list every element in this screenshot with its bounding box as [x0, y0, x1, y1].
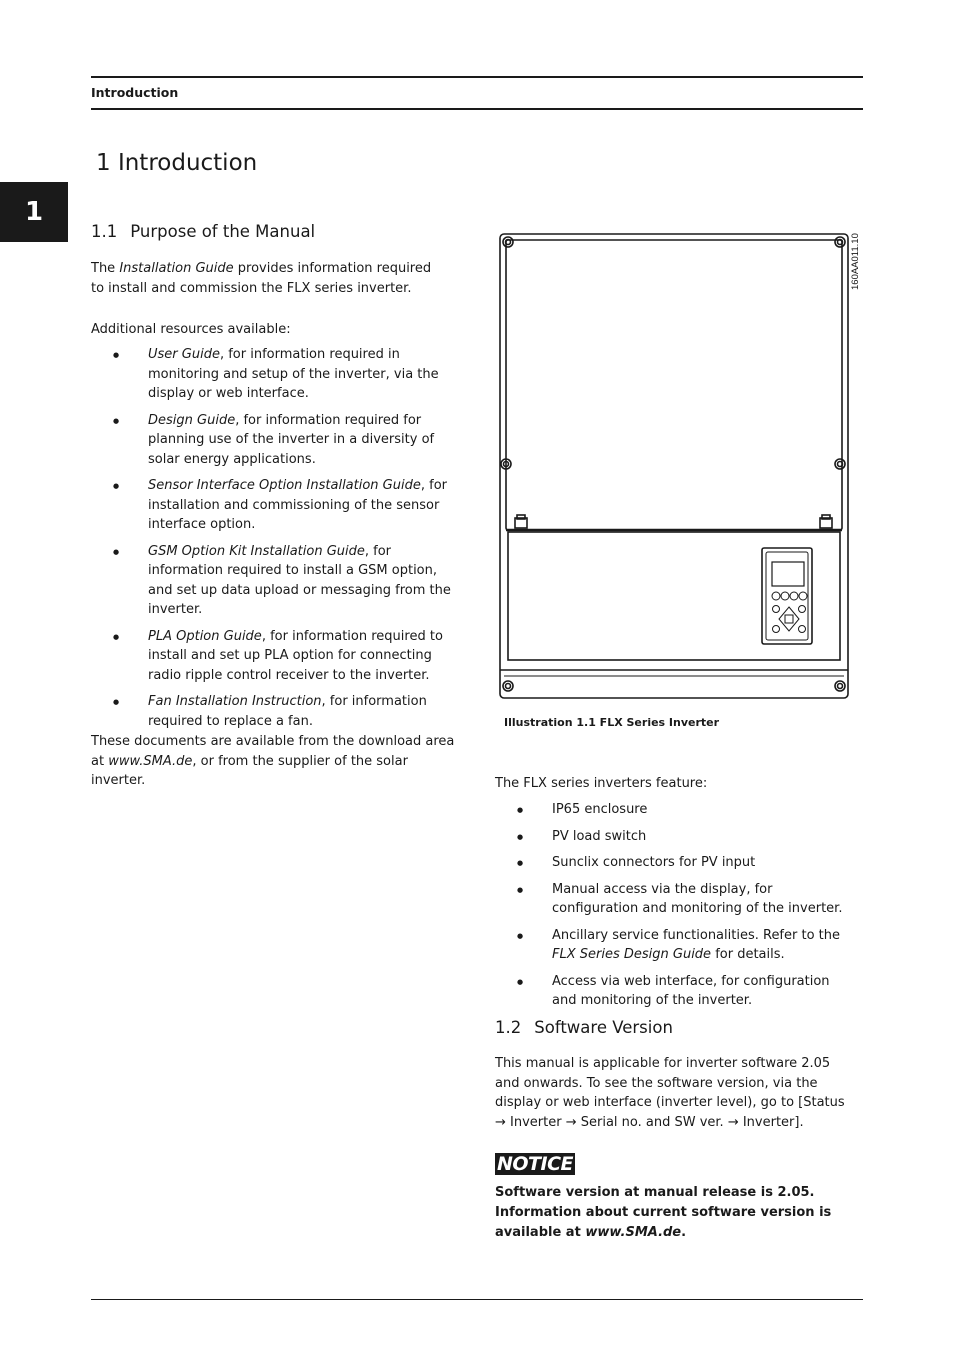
list-item: ● GSM Option Kit Installation Guide, for information required to install a GSM option, and set up data upload or messaging from the inverter.	[148, 542, 460, 620]
footer-rule	[91, 1299, 863, 1300]
section-1-2-heading	[495, 1018, 673, 1037]
list-item: ● Ancillary service functionalities. Refer to the FLX Series Design Guide for details.	[552, 926, 850, 965]
section-title: Purpose of the Manual	[130, 222, 316, 241]
list-item: ● Sunclix connectors for PV input	[552, 853, 850, 873]
notice-text: Software version at manual release is 2.05. Information about current software version is available at www.SMA.de.	[495, 1185, 832, 1240]
inverter-illustration	[496, 230, 852, 702]
figure-caption: Illustration 1.1 FLX Series Inverter	[504, 716, 720, 729]
resources-list	[148, 345, 460, 738]
software-paragraph: This manual is applicable for inverter software 2.05 and onwards. To see the software version, via the display or web interface (inverter level), go to [Status → Inverter → Serial no. and SW ver. → Inverter].	[495, 1056, 845, 1130]
features-list	[552, 800, 850, 1018]
header-rule-bottom	[91, 108, 863, 110]
svg-text:160AA011.10: 160AA011.10	[850, 233, 861, 290]
resources-label: Additional resources available:	[91, 322, 291, 337]
running-header: Introduction	[91, 85, 179, 100]
list-item: ● Manual access via the display, for configuration and monitoring of the inverter.	[552, 880, 850, 919]
chapter-tab: 1	[0, 182, 68, 242]
list-item: ● PLA Option Guide, for information required to install and set up PLA option for connecting radio ripple control receiver to the inverter.	[148, 627, 460, 686]
figure-code	[846, 228, 862, 292]
section-number: 1.2	[495, 1018, 522, 1037]
notice-badge: NOTICE	[497, 1153, 574, 1175]
section-number: 1.1	[91, 222, 118, 241]
list-item: ● Fan Installation Instruction, for information required to replace a fan.	[148, 692, 460, 731]
list-item: ● User Guide, for information required in monitoring and setup of the inverter, via the display or web interface.	[148, 345, 460, 404]
purpose-paragraph: The Installation Guide provides information required to install and commission the FLX series inverter.	[91, 261, 432, 296]
list-item: ● Design Guide, for information required for planning use of the inverter in a diversity of solar energy applications.	[148, 411, 460, 470]
section-title: Software Version	[534, 1018, 673, 1037]
download-paragraph: These documents are available from the download area at www.SMA.de, or from the supplier of the solar inverter.	[91, 734, 455, 788]
list-item: ● IP65 enclosure	[552, 800, 850, 820]
features-label: The FLX series inverters feature:	[495, 776, 708, 791]
section-1-1-heading	[91, 222, 315, 241]
list-item: ● Access via web interface, for configuration and monitoring of the inverter.	[552, 972, 850, 1011]
list-item: ● Sensor Interface Option Installation Guide, for installation and commissioning of the sensor interface option.	[148, 476, 460, 535]
list-item: ● PV load switch	[552, 827, 850, 847]
header-rule-top	[91, 76, 863, 78]
chapter-title: 1 Introduction	[96, 150, 258, 176]
